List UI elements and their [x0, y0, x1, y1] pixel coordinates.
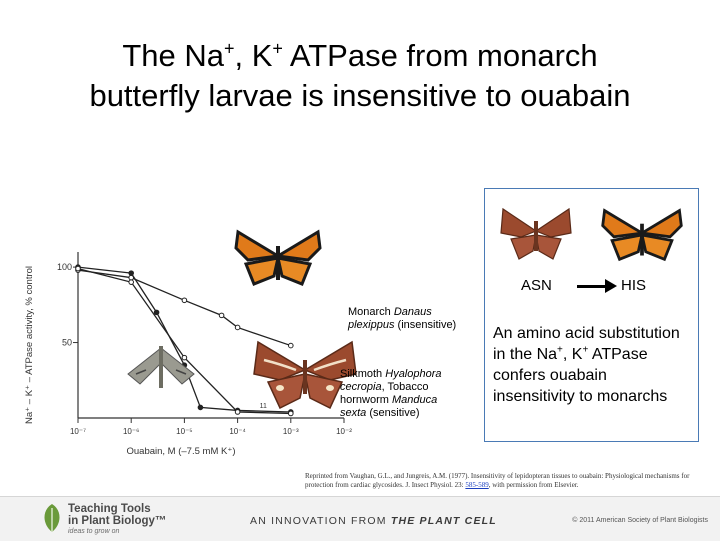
y-tick-label: 50: [61, 337, 72, 348]
x-tick-label: 10⁻⁷: [69, 427, 87, 436]
sensitive-species-label: Silkmoth Hyalophora cecropia, Tobacco hornworm Manduca sexta (sensitive): [340, 368, 442, 419]
arrow-icon: [577, 285, 607, 288]
footer-bar: [0, 496, 720, 541]
y-tick-label: 100: [56, 262, 72, 273]
y-axis-label: Na⁺ – K⁺ – ATPase activity, % control: [24, 265, 35, 425]
arrow-head-icon: [605, 279, 617, 293]
asn-label: ASN: [521, 277, 552, 294]
x-tick-label: 10⁻⁵: [176, 427, 193, 436]
monarch-butterfly-image: [232, 226, 324, 288]
title-line-1: The Na+, K+ ATPase from monarch: [122, 38, 598, 73]
series-1-point: [182, 298, 187, 303]
x-tick-label: 10⁻⁶: [122, 427, 140, 436]
series-3-point: [129, 280, 134, 285]
slide-title: [0, 36, 720, 116]
series-2-point: [198, 405, 203, 410]
series-1-point: [219, 313, 224, 318]
leaf-logo-icon: [40, 502, 64, 534]
his-label: HIS: [621, 277, 647, 294]
x-axis-label: Ouabain, M (–7.5 mM K⁺): [126, 446, 236, 457]
mutation-description: An amino acid substitution in the Na+, K+ ATPase confers ouabain insensitivity to monarchs: [493, 325, 680, 405]
monarch-label: Monarch Danaus plexippus (insensitive): [348, 306, 457, 331]
chart-annotation: 11: [259, 402, 267, 410]
series-3-point: [235, 410, 240, 415]
series-1-point: [235, 325, 240, 330]
title-line-2: butterfly larvae is insensitive to ouabain: [89, 78, 631, 113]
logo-subtitle: ideas to grow on: [68, 528, 120, 535]
monarch-icon: [597, 205, 687, 263]
x-tick-label: 10⁻³: [282, 427, 299, 436]
logo-text: Teaching Tools in Plant Biology™: [68, 503, 167, 527]
cecropia-moth-icon: [499, 203, 573, 261]
series-3-point: [76, 266, 81, 271]
citation-link[interactable]: 585-589: [465, 481, 489, 489]
x-tick-label: 10⁻²: [336, 427, 352, 436]
series-2-point: [129, 271, 134, 276]
x-tick-label: 10⁻⁴: [229, 427, 246, 436]
hornworm-moth-image: [122, 334, 200, 394]
footer-tagline: AN INNOVATION FROM THE PLANT CELL: [250, 515, 497, 527]
copyright: © 2011 American Society of Plant Biologists: [572, 517, 708, 524]
series-2-point: [154, 310, 159, 315]
citation: Reprinted from Vaughan, G.L., and Jungreis, A.M. (1977). Insensitivity of lepidopteran tissues to ouabain: Physiological mechanisms for protection from cardiac glycosides. J. Insect Physiol. 23: 585-589, with permission from Elsevier.: [305, 472, 690, 489]
mutation-panel: [484, 188, 699, 442]
